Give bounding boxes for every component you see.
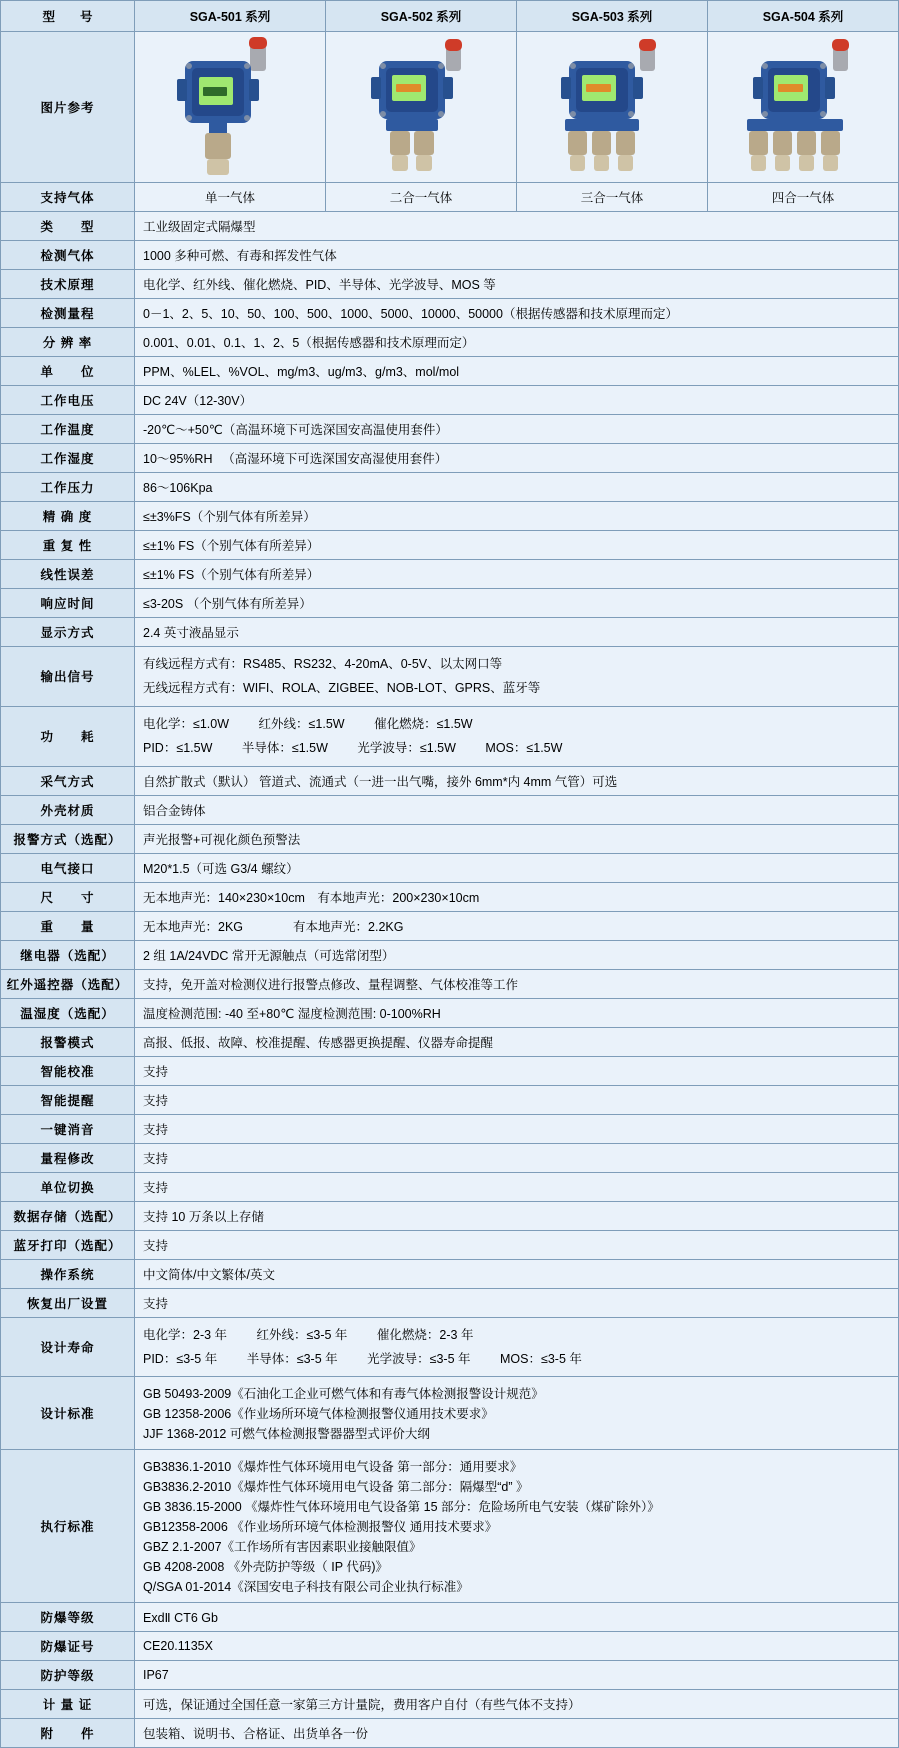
row-value-sampling: 自然扩散式（默认） 管道式、流通式（一进一出气嘴，接外 6mm*内 4mm 气管）可选: [135, 766, 899, 795]
table-row: [1, 1288, 899, 1317]
table-row: [1, 824, 899, 853]
table-row: [1, 1056, 899, 1085]
table-row: [1, 473, 899, 502]
power-infrared: 红外线：≤1.5W: [258, 716, 345, 731]
table-row-power: [1, 706, 899, 766]
row-value-type: 工业级固定式隔爆型: [135, 212, 899, 241]
table-row: [1, 328, 899, 357]
product-image-504: [708, 32, 899, 183]
row-value-resolution: 0.001、0.01、0.1、1、2、5（根据传感器和技术原理而定）: [135, 328, 899, 357]
table-row: [1, 1, 899, 32]
row-value-smart-reminder: 支持: [135, 1085, 899, 1114]
table-row: [1, 1114, 899, 1143]
table-row: [1, 1719, 899, 1748]
row-label-smart-reminder: 智能提醒: [1, 1085, 135, 1114]
row-value-display: 2.4 英寸液晶显示: [135, 618, 899, 647]
row-label-factory-reset: 恢复出厂设置: [1, 1288, 135, 1317]
row-value-alarm-mode: 高报、低报、故障、校准提醒、传感器更换提醒、仪器寿命提醒: [135, 1027, 899, 1056]
table-row: [1, 1027, 899, 1056]
row-label-os: 操作系统: [1, 1259, 135, 1288]
row-value-ex-cert: CE20.1135X: [135, 1632, 899, 1661]
table-row: [1, 502, 899, 531]
gas-support-502: 二合一气体: [326, 183, 517, 212]
product-image-502: [326, 32, 517, 183]
row-value-repeatability: ≤±1% FS（个别气体有所差异）: [135, 531, 899, 560]
table-row: [1, 1172, 899, 1201]
row-label-output: 输出信号: [1, 647, 135, 707]
row-value-pressure: 86～106Kpa: [135, 473, 899, 502]
output-wired: 有线远程方式有：RS485、RS232、4-20mA、0-5V、以太网口等: [143, 657, 503, 671]
exec-standard-6: GB 4208-2008 《外壳防护等级（ IP 代码)》: [143, 1560, 388, 1575]
row-value-one-key-mute: 支持: [135, 1114, 899, 1143]
row-value-response-time: ≤3-20S （个别气体有所差异）: [135, 589, 899, 618]
table-row: [1, 1085, 899, 1114]
row-value-data-storage: 支持 10 万条以上存储: [135, 1201, 899, 1230]
gas-support-501: 单一气体: [135, 183, 326, 212]
row-value-output: [135, 647, 899, 707]
row-label-unit: 单 位: [1, 357, 135, 386]
row-value-unit-switch: 支持: [135, 1172, 899, 1201]
lifespan-line-2: [143, 1347, 890, 1371]
table-row: [1, 853, 899, 882]
exec-standard-2: GB3836.2-2010《爆炸性气体环境用电气设备 第二部分：隔爆型“d” 》: [143, 1480, 529, 1495]
exec-standard-7: Q/SGA 01-2014《深国安电子科技有限公司企业执行标准》: [143, 1580, 469, 1595]
table-row: [1, 589, 899, 618]
table-row: [1, 212, 899, 241]
table-row-lifespan: [1, 1317, 899, 1377]
table-row: [1, 444, 899, 473]
row-value-ex-rating: ExdⅡ CT6 Gb: [135, 1603, 899, 1632]
row-label-design-standard: 设计标准: [1, 1377, 135, 1450]
row-label-accuracy: 精 确 度: [1, 502, 135, 531]
lifespan-catalytic: 催化燃烧：2-3 年: [376, 1327, 474, 1342]
row-label-metering-cert: 计 量 证: [1, 1690, 135, 1719]
row-label-ex-rating: 防爆等级: [1, 1603, 135, 1632]
table-row-design-standard: [1, 1377, 899, 1450]
row-label-electrical-interface: 电气接口: [1, 853, 135, 882]
power-mos: MOS：≤1.5W: [485, 741, 563, 756]
row-value-factory-reset: 支持: [135, 1288, 899, 1317]
row-label-detect-gas: 检测气体: [1, 241, 135, 270]
power-catalytic: 催化燃烧：≤1.5W: [374, 716, 473, 731]
power-semiconductor: 半导体：≤1.5W: [241, 741, 328, 756]
row-value-temp-humidity-option: 温度检测范围: -40 至+80℃ 湿度检测范围: 0-100%RH: [135, 998, 899, 1027]
exec-standard-4: GB12358-2006 《作业场所环境气体检测报警仪 通用技术要求》: [143, 1520, 498, 1535]
table-row: [1, 1603, 899, 1632]
design-standard-2: GB 12358-2006《作业场所环境气体检测报警仪通用技术要求》: [143, 1407, 494, 1422]
lifespan-infrared: 红外线：≤3-5 年: [256, 1327, 348, 1342]
row-value-principle: 电化学、红外线、催化燃烧、PID、半导体、光学波导、MOS 等: [135, 270, 899, 299]
table-row: [1, 795, 899, 824]
row-value-accuracy: ≤±3%FS（个别气体有所差异）: [135, 502, 899, 531]
output-wireless: 无线远程方式有：WIFI、ROLA、ZIGBEE、NOB-LOT、GPRS、蓝牙等: [143, 681, 541, 696]
table-row: [1, 882, 899, 911]
header-model-501: SGA-501 系列: [135, 1, 326, 32]
exec-standard-1: GB3836.1-2010《爆炸性气体环境用电气设备 第一部分：通用要求》: [143, 1460, 523, 1475]
row-label-exec-standard: 执行标准: [1, 1450, 135, 1603]
row-label-pressure: 工作压力: [1, 473, 135, 502]
gas-support-label: 支持气体: [1, 183, 135, 212]
exec-standard-5: GBZ 2.1-2007《工作场所有害因素职业接触限值》: [143, 1540, 422, 1555]
row-value-size: 无本地声光：140×230×10cm 有本地声光：200×230×10cm: [135, 882, 899, 911]
row-label-smart-calibration: 智能校准: [1, 1056, 135, 1085]
row-label-ex-cert: 防爆证号: [1, 1632, 135, 1661]
gas-detector-icon: [346, 35, 496, 181]
row-value-metering-cert: 可选，保证通过全国任意一家第三方计量院，费用客户自付（有些气体不支持）: [135, 1690, 899, 1719]
lifespan-pid: PID：≤3-5 年: [143, 1351, 218, 1366]
table-row: [1, 1201, 899, 1230]
table-row: [1, 241, 899, 270]
lifespan-line-1: [143, 1323, 890, 1347]
header-model-label: 型 号: [1, 1, 135, 32]
row-label-resolution: 分 辨 率: [1, 328, 135, 357]
row-label-power: 功 耗: [1, 706, 135, 766]
table-row: [1, 531, 899, 560]
lifespan-electrochemical: 电化学：2-3 年: [143, 1327, 228, 1342]
row-value-electrical-interface: M20*1.5（可选 G3/4 螺纹）: [135, 853, 899, 882]
table-row: [1, 299, 899, 328]
row-value-accessories: 包装箱、说明书、合格证、出货单各一份: [135, 1719, 899, 1748]
row-label-temperature: 工作温度: [1, 415, 135, 444]
table-row: [1, 969, 899, 998]
row-value-voltage: DC 24V（12-30V）: [135, 386, 899, 415]
table-row: [1, 415, 899, 444]
row-label-lifespan: 设计寿命: [1, 1317, 135, 1377]
row-label-accessories: 附 件: [1, 1719, 135, 1748]
table-row: [1, 1690, 899, 1719]
row-value-ir-remote: 支持，免开盖对检测仪进行报警点修改、量程调整、气体校准等工作: [135, 969, 899, 998]
table-row: [1, 560, 899, 589]
row-value-relay: 2 组 1A/24VDC 常开无源触点（可选常闭型）: [135, 940, 899, 969]
gas-support-504: 四合一气体: [708, 183, 899, 212]
row-label-relay: 继电器（选配）: [1, 940, 135, 969]
row-value-unit: PPM、%LEL、%VOL、mg/m3、ug/m3、g/m3、mol/mol: [135, 357, 899, 386]
header-model-503: SGA-503 系列: [517, 1, 708, 32]
row-label-unit-switch: 单位切换: [1, 1172, 135, 1201]
row-label-ir-remote: 红外遥控器（选配）: [1, 969, 135, 998]
lifespan-semiconductor: 半导体：≤3-5 年: [246, 1351, 338, 1366]
row-label-alarm-method: 报警方式（选配）: [1, 824, 135, 853]
row-value-power: [135, 706, 899, 766]
row-label-temp-humidity-option: 温湿度（选配）: [1, 998, 135, 1027]
row-label-bluetooth-print: 蓝牙打印（选配）: [1, 1230, 135, 1259]
row-label-response-time: 响应时间: [1, 589, 135, 618]
row-value-linearity: ≤±1% FS（个别气体有所差异）: [135, 560, 899, 589]
table-row: [1, 940, 899, 969]
lifespan-mos: MOS：≤3-5 年: [500, 1351, 582, 1366]
gas-detector-icon: [721, 35, 886, 181]
row-label-repeatability: 重 复 性: [1, 531, 135, 560]
table-row-gas-support: [1, 183, 899, 212]
product-image-503: [517, 32, 708, 183]
header-model-504: SGA-504 系列: [708, 1, 899, 32]
row-value-range: 0－1、2、5、10、50、100、500、1000、5000、10000、50000（根据传感器和技术原理而定）: [135, 299, 899, 328]
row-label-humidity: 工作湿度: [1, 444, 135, 473]
power-line-1: [143, 712, 890, 736]
product-image-501: [135, 32, 326, 183]
row-value-design-standard: [135, 1377, 899, 1450]
power-electrochemical: 电化学：≤1.0W: [143, 716, 230, 731]
table-row-images: [1, 32, 899, 183]
table-row-output: [1, 647, 899, 707]
row-label-range: 检测量程: [1, 299, 135, 328]
row-value-humidity: 10～95%RH （高湿环境下可选深国安高湿使用套件）: [135, 444, 899, 473]
row-value-exec-standard: [135, 1450, 899, 1603]
row-label-linearity: 线性误差: [1, 560, 135, 589]
row-value-housing: 铝合金铸体: [135, 795, 899, 824]
table-row: [1, 357, 899, 386]
row-label-weight: 重 量: [1, 911, 135, 940]
row-label-ip-rating: 防护等级: [1, 1661, 135, 1690]
power-line-2: [143, 736, 890, 760]
row-label-one-key-mute: 一键消音: [1, 1114, 135, 1143]
table-row: [1, 270, 899, 299]
row-label-sampling: 采气方式: [1, 766, 135, 795]
table-row: [1, 998, 899, 1027]
row-label-voltage: 工作电压: [1, 386, 135, 415]
power-optical: 光学波导：≤1.5W: [357, 741, 456, 756]
row-value-bluetooth-print: 支持: [135, 1230, 899, 1259]
header-model-502: SGA-502 系列: [326, 1, 517, 32]
image-row-label: 图片参考: [1, 32, 135, 183]
table-row: [1, 1259, 899, 1288]
table-row: [1, 386, 899, 415]
row-label-size: 尺 寸: [1, 882, 135, 911]
table-row: [1, 911, 899, 940]
row-label-principle: 技术原理: [1, 270, 135, 299]
table-row-exec-standard: [1, 1450, 899, 1603]
table-row: [1, 1661, 899, 1690]
gas-support-503: 三合一气体: [517, 183, 708, 212]
row-value-smart-calibration: 支持: [135, 1056, 899, 1085]
power-pid: PID：≤1.5W: [143, 741, 213, 756]
table-row: [1, 1632, 899, 1661]
gas-detector-icon: [155, 35, 305, 181]
row-value-detect-gas: 1000 多种可燃、有毒和挥发性气体: [135, 241, 899, 270]
table-row: [1, 1230, 899, 1259]
table-row: [1, 766, 899, 795]
row-label-display: 显示方式: [1, 618, 135, 647]
row-value-ip-rating: IP67: [135, 1661, 899, 1690]
design-standard-1: GB 50493-2009《石油化工企业可燃气体和有毒气体检测报警设计规范》: [143, 1387, 544, 1402]
row-value-temperature: -20℃～+50℃（高温环境下可选深国安高温使用套件）: [135, 415, 899, 444]
row-label-range-modify: 量程修改: [1, 1143, 135, 1172]
gas-detector-icon: [535, 35, 690, 181]
lifespan-optical: 光学波导：≤3-5 年: [367, 1351, 471, 1366]
row-label-type: 类 型: [1, 212, 135, 241]
design-standard-3: JJF 1368-2012 可燃气体检测报警器器型式评价大纲: [143, 1427, 430, 1442]
row-label-data-storage: 数据存储（选配）: [1, 1201, 135, 1230]
exec-standard-3: GB 3836.15-2000 《爆炸性气体环境用电气设备第 15 部分：危险场所电气安装（煤矿除外）》: [143, 1500, 660, 1515]
row-value-os: 中文简体/中文繁体/英文: [135, 1259, 899, 1288]
row-value-weight: 无本地声光：2KG 有本地声光：2.2KG: [135, 911, 899, 940]
row-value-range-modify: 支持: [135, 1143, 899, 1172]
row-label-housing: 外壳材质: [1, 795, 135, 824]
table-row: [1, 1143, 899, 1172]
row-value-alarm-method: 声光报警+可视化颜色预警法: [135, 824, 899, 853]
row-value-lifespan: [135, 1317, 899, 1377]
table-row: [1, 618, 899, 647]
row-label-alarm-mode: 报警模式: [1, 1027, 135, 1056]
